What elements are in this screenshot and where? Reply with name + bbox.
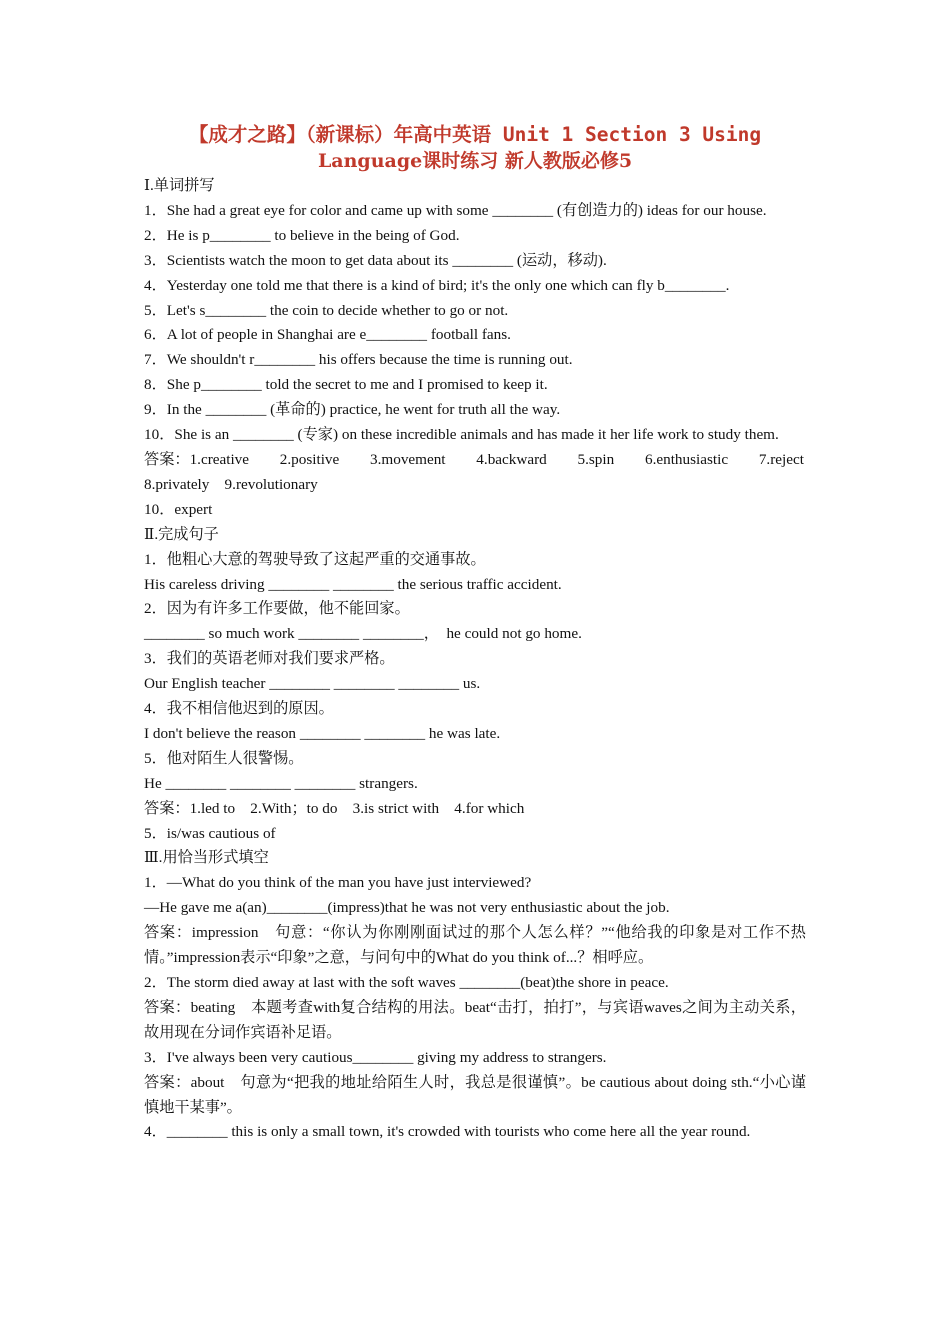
answer-line: 8.privately 9.revolutionary (144, 475, 318, 493)
question-item: 8．She p________ told the secret to me and I promised to keep it. (144, 376, 548, 394)
answer-item: 答案：1.creative (144, 450, 250, 468)
question-item: 9．In the ________ (革命的) practice, he went for truth all the way. (144, 401, 561, 419)
question-item: 2．He is p________ to believe in the being of God. (144, 226, 460, 244)
section-2-line: Our English teacher ________ ________ ________ us. (144, 675, 481, 693)
answer-item: 2.positive (279, 450, 340, 468)
question-item: 5．Let's s________ the coin to decide whether to go or not. (144, 301, 509, 319)
question-item: 3．Scientists watch the moon to get data about its ________ (运动，移动). (144, 251, 607, 269)
section-2-line: He ________ ________ ________ strangers. (144, 774, 418, 792)
section-3-answer: 答案：beating 本题考查with复合结构的用法。beat“击打，拍打”，与宾语waves之间为主动关系，故用现在分词作宾语补足语。 (144, 998, 806, 1041)
section-2-line: ________ so much work ________ ________， he could not go home. (144, 625, 582, 643)
answer-line: 10．expert (144, 500, 213, 518)
section-2-answer: 答案：1.led to 2.With；to do 3.is strict with 4.for which (144, 799, 525, 817)
section-3-line: 4．________ this is only a small town, it's crowded with tourists who come here all the year round. (144, 1123, 751, 1141)
section-3-answer: 答案：impression 句意：“你认为你刚刚面试过的那个人怎么样？”“他给我的印象是对工作不热情。”impression表示“印象”之意，与问句中的What do you think of...？相呼应。 (144, 924, 806, 967)
section-2-heading: Ⅱ.完成句子 (144, 525, 219, 543)
section-3-line: 3．I've always been very cautious________ giving my address to strangers. (144, 1048, 607, 1066)
section-3-line: 2．The storm died away at last with the soft waves ________(beat)the shore in peace. (144, 974, 669, 991)
section-1-heading: Ⅰ.单词拼写 (144, 177, 215, 194)
question-item: 10．She is an ________ (专家) on these incredible animals and has made it her life work to study them. (144, 426, 779, 444)
title-line-2: Language课时练习 新人教版必修5 (317, 150, 633, 172)
section-2-line: 1．他粗心大意的驾驶导致了这起严重的交通事故。 (144, 550, 486, 568)
title-line-1: 【成才之路】（新课标）年高中英语 Unit 1 Section 3 Using (188, 123, 762, 146)
answer-item: 7.reject (758, 450, 804, 468)
section-2-line: 2．因为有许多工作要做，他不能回家。 (144, 600, 410, 618)
question-item: 7．We shouldn't r________ his offers because the time is running out. (144, 351, 573, 369)
answer-item: 6.enthusiastic (644, 450, 729, 468)
question-item: 4．Yesterday one told me that there is a kind of bird; it's the only one which can fly b________. (144, 276, 730, 294)
answer-item: 5.spin (577, 450, 615, 468)
document-title (132, 122, 818, 174)
section-2-line: 4．我不相信他迟到的原因。 (144, 700, 334, 718)
section-2-line: I don't believe the reason ________ ________ he was late. (144, 724, 501, 742)
answer-key-row (144, 448, 804, 473)
section-2-answer: 5．is/was cautious of (144, 824, 276, 842)
section-3-answer: 答案：about 句意为“把我的地址给陌生人时，我总是很谨慎”。be cautious about doing sth.“小心谨慎地干某事”。 (144, 1073, 806, 1116)
answer-item: 4.backward (476, 450, 547, 468)
section-2-line: His careless driving ________ ________ the serious traffic accident. (144, 575, 562, 593)
section-3-line: 1．—What do you think of the man you have just interviewed? (144, 874, 532, 892)
answer-item: 3.movement (370, 450, 446, 468)
section-2-line: 3．我们的英语老师对我们要求严格。 (144, 650, 395, 668)
section-2-line: 5．他对陌生人很警惕。 (144, 749, 304, 767)
section-3-line: —He gave me a(an)________(impress)that he was not very enthusiastic about the job. (144, 899, 670, 917)
question-item: 6．A lot of people in Shanghai are e________ football fans. (144, 326, 511, 344)
question-item: 1．She had a great eye for color and came up with some ________ (有创造力的) ideas for our house. (144, 201, 767, 219)
section-3-heading: Ⅲ.用恰当形式填空 (144, 849, 269, 867)
document-page (144, 122, 806, 1145)
